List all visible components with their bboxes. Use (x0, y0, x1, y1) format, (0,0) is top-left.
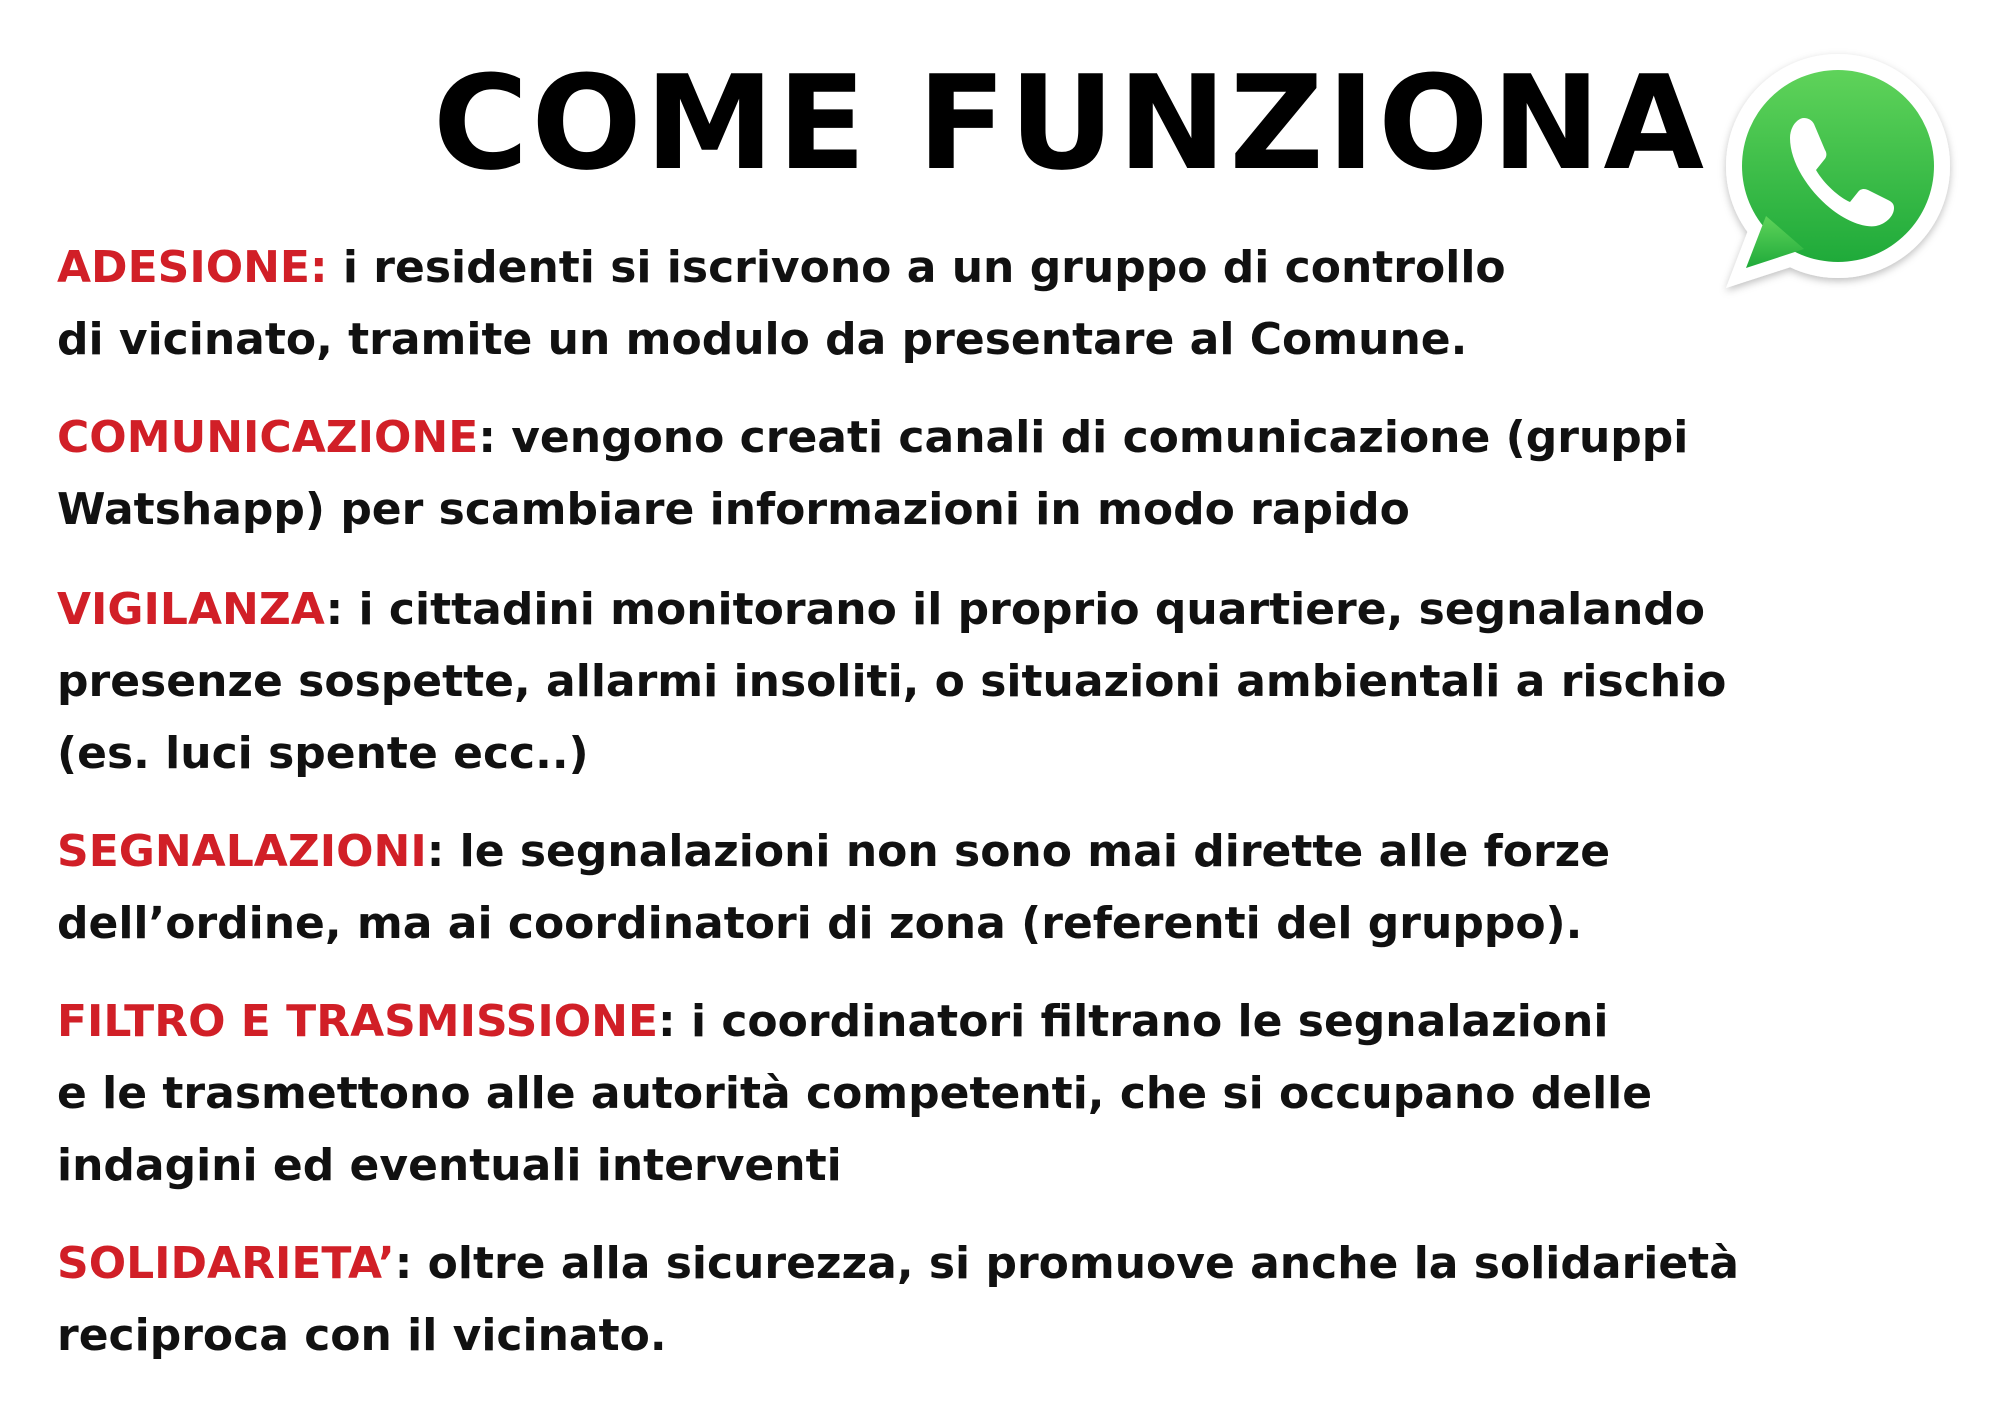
section-text: e le trasmettono alle autorità competenti, che si occupano delle (57, 1068, 1653, 1119)
section-text: : le segnalazioni non sono mai dirette alle forze (426, 826, 1611, 877)
section-label: FILTRO E TRASMISSIONE (57, 996, 659, 1047)
section-text: di vicinato, tramite un modulo da presentare al Comune. (57, 314, 1468, 365)
section-label: SOLIDARIETA’ (57, 1238, 395, 1289)
section-line (57, 816, 1957, 888)
section-text: : i cittadini monitorano il proprio quartiere, segnalando (325, 584, 1705, 635)
section-label: SEGNALAZIONI (57, 826, 427, 877)
page-title: COME FUNZIONA (432, 47, 1708, 199)
section-text: presenze sospette, allarmi insoliti, o situazioni ambientali a rischio (57, 656, 1727, 707)
sections-list (57, 232, 1957, 1398)
section-solidarieta (57, 1228, 1957, 1372)
section-segnalazioni (57, 816, 1957, 960)
section-text: reciproca con il vicinato. (57, 1310, 667, 1361)
section-line (57, 1228, 1957, 1300)
section-label: VIGILANZA (57, 584, 326, 635)
section-filtro-trasmissione (57, 986, 1957, 1202)
section-text: indagini ed eventuali interventi (57, 1140, 842, 1191)
section-text: : oltre alla sicurezza, si promuove anche la solidarietà (394, 1238, 1739, 1289)
section-line (57, 986, 1957, 1058)
section-label: COMUNICAZIONE (57, 412, 479, 463)
section-line (57, 574, 1957, 646)
section-line (57, 232, 1957, 304)
section-adesione (57, 232, 1957, 376)
section-text: : vengono creati canali di comunicazione (gruppi (478, 412, 1689, 463)
section-label: ADESIONE: (57, 242, 328, 293)
section-vigilanza (57, 574, 1957, 790)
section-line (57, 402, 1957, 474)
section-text: : i coordinatori filtrano le segnalazioni (658, 996, 1609, 1047)
section-comunicazione (57, 402, 1957, 546)
section-text: Watshapp) per scambiare informazioni in modo rapido (57, 484, 1410, 535)
section-text: i residenti si iscrivono a un gruppo di controllo (327, 242, 1506, 293)
section-text: dell’ordine, ma ai coordinatori di zona (referenti del gruppo). (57, 898, 1583, 949)
section-text: (es. luci spente ecc..) (57, 728, 589, 779)
